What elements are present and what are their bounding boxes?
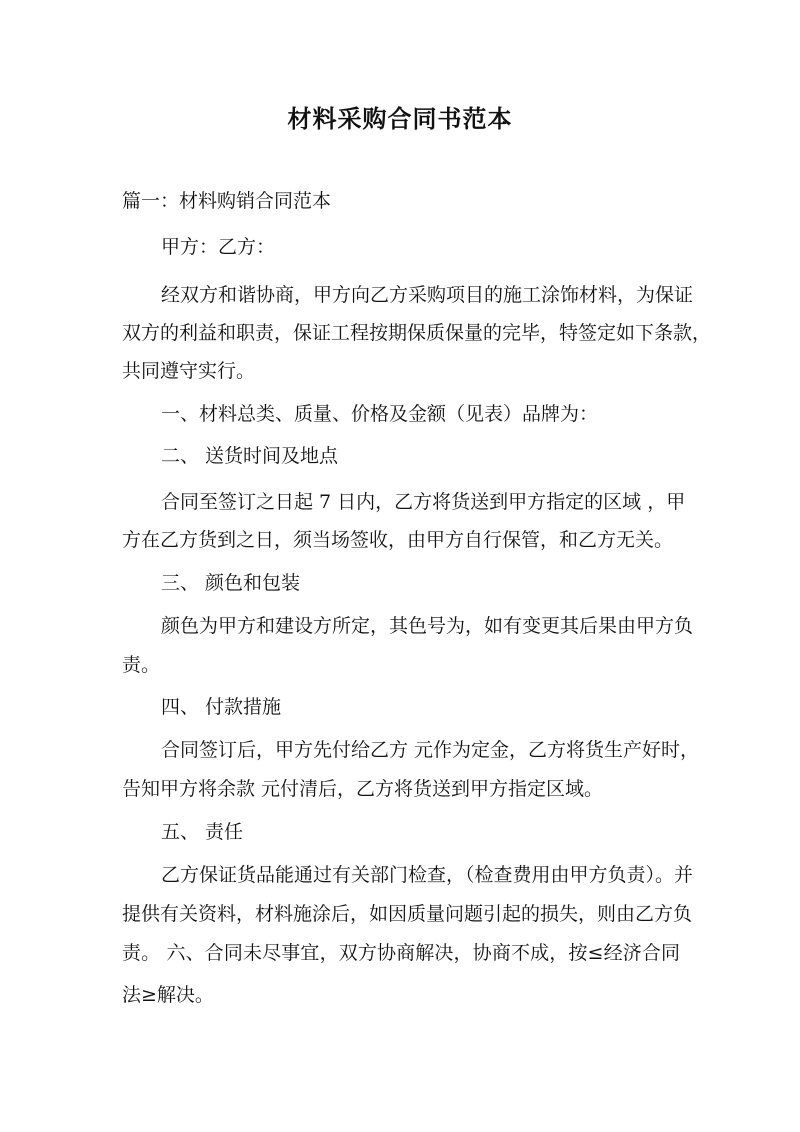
clause-3-text-line-2: 责。 bbox=[122, 654, 161, 676]
party-names-line: 甲方：乙方： bbox=[161, 236, 276, 258]
clause-3-text-line-1: 颜色为甲方和建设方所定，其色号为，如有变更其后果由甲方负 bbox=[161, 615, 694, 637]
clause-4-text-line-2: 告知甲方将余款 元付清后，乙方将货送到甲方指定区域。 bbox=[122, 778, 604, 800]
clause-2-heading: 二、 送货时间及地点 bbox=[161, 445, 339, 467]
clause-1-heading: 一、材料总类、质量、价格及金额（见表）品牌为： bbox=[161, 403, 599, 425]
clause-5-text-line-1: 乙方保证货品能通过有关部门检查，（检查费用由甲方负责）。并 bbox=[161, 864, 694, 886]
clause-5-heading: 五、 责任 bbox=[161, 821, 244, 843]
clause-2-text-line-1: 合同至签订之日起 7 日内，乙方将货送到甲方指定的区域 ，甲 bbox=[161, 491, 686, 513]
clause-4-heading: 四、 付款措施 bbox=[161, 696, 282, 718]
clause-5-text-line-2: 提供有关资料，材料施涂后，如因质量问题引起的损失，则由乙方负 bbox=[122, 903, 693, 925]
clause-6-text-line: 法≥解决。 bbox=[122, 984, 214, 1006]
clause-5-text-line-3: 责。 六、合同未尽事宜，双方协商解决，协商不成，按≤经济合同 bbox=[122, 942, 680, 964]
clause-4-text-line-1: 合同签订后，甲方先付给乙方 元作为定金，乙方将货生产好时， bbox=[161, 739, 700, 761]
document-title: 材料采购合同书范本 bbox=[287, 104, 513, 133]
section-heading-part-one: 篇一：材料购销合同范本 bbox=[122, 190, 332, 212]
paragraph-intro-line-1: 经双方和谐协商，甲方向乙方采购项目的施工涂饰材料，为保证 bbox=[161, 284, 694, 306]
paragraph-intro-line-2: 双方的利益和职责，保证工程按期保质保量的完毕，特签定如下条款， bbox=[122, 322, 712, 344]
clause-2-text-line-2: 方在乙方货到之日，须当场签收，由甲方自行保管，和乙方无关。 bbox=[122, 529, 674, 551]
clause-3-heading: 三、 颜色和包装 bbox=[161, 572, 301, 594]
paragraph-intro-line-3: 共同遵守实行。 bbox=[122, 360, 256, 382]
